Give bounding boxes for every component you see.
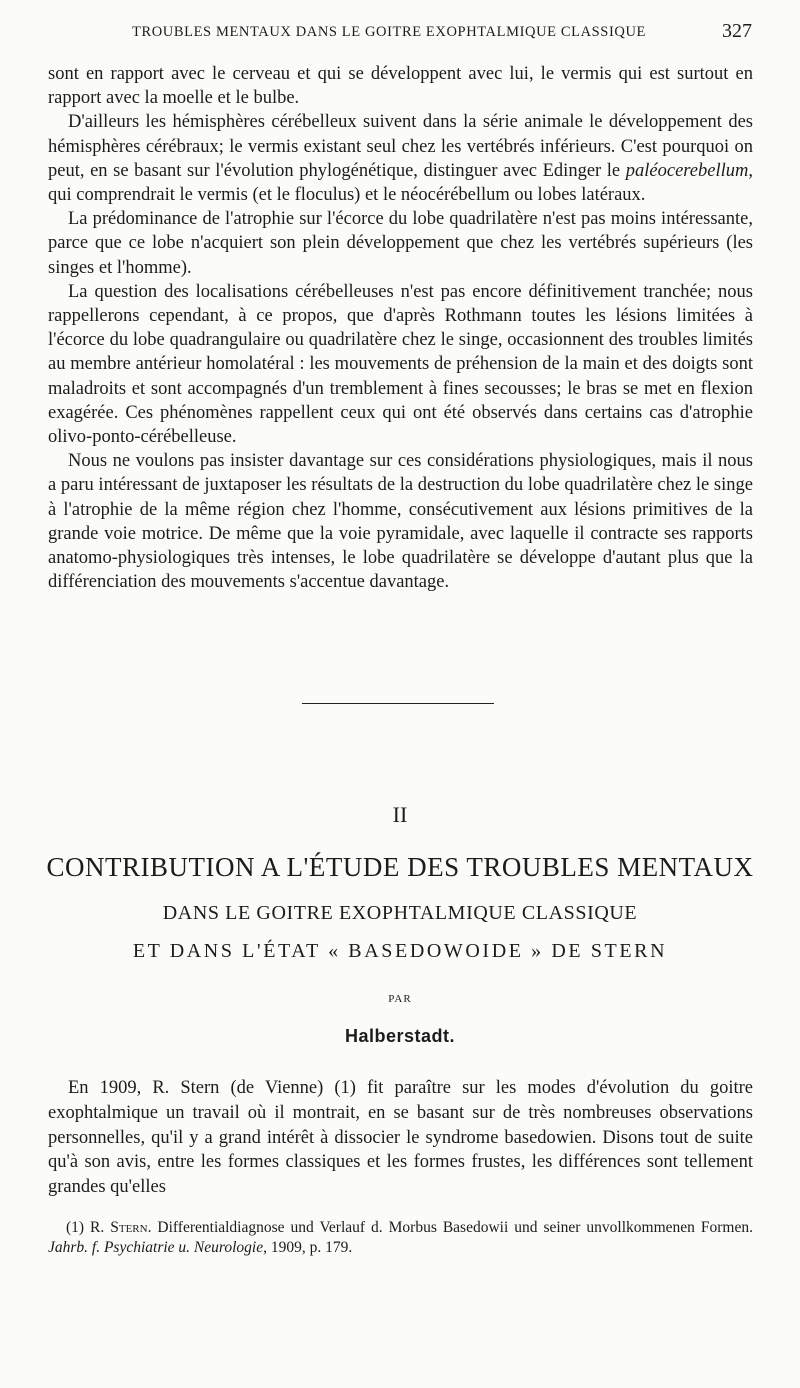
footnote-journal: Jahrb. f. Psychiatrie u. Neurologie <box>48 1239 264 1256</box>
page-number: 327 <box>722 20 752 42</box>
footnote: (1) R. Stern. Differentialdiagnose und Verlauf d. Morbus Basedowii und seiner unvollkommenen Formen. Jahrb. f. Psychiatrie u. Neurologie, 1909, p. 179. <box>48 1219 753 1256</box>
paragraph: La prédominance de l'atrophie sur l'écorce du lobe quadrilatère n'est pas moins intéressante, parce que ce lobe n'acquiert son plein développement que chez les vertébrés supérieurs (les singes et l'homme). <box>48 209 753 278</box>
section-divider <box>302 703 494 704</box>
footnote-author: Stern <box>110 1219 148 1236</box>
intro-text <box>48 1076 753 1200</box>
section-title-line-2: DANS LE GOITRE EXOPHTALMIQUE CLASSIQUE <box>162 902 638 924</box>
author-name: Halberstadt. <box>344 1026 456 1046</box>
running-head: TROUBLES MENTAUX DANS LE GOITRE EXOPHTALMIQUE CLASSIQUE <box>132 24 646 40</box>
byline-par: PAR <box>388 993 412 1005</box>
italic-term: paléocerebellum <box>625 160 749 181</box>
body-text <box>48 62 753 594</box>
paragraph: Nous ne voulons pas insister davantage sur ces considérations physiologiques, mais il nous a paru intéressant de juxtaposer les résultats de la destruction du lobe quadrilatère chez le singe à l'atrophie de la même région chez l'homme, consécutivement aux lésions primitives de la grande voie motrice. De même que la voie pyramidale, avec laquelle il contracte ses rapports anatomo-physiologiques très intenses, le lobe quadrilatère se développe d'autant plus que la différenciation des mouvements s'accentue davantage. <box>48 451 753 593</box>
section-title-line-1: CONTRIBUTION A L'ÉTUDE DES TROUBLES MENTAUX <box>46 852 754 882</box>
section-number: II <box>392 802 408 827</box>
paragraph: D'ailleurs les hémisphères cérébelleux suivent dans la série animale le développement des hémisphères cérébraux; le vermis existant seul chez les vertébrés inférieurs. C'est pourquoi on peut, en se basant sur l'évolution phylogénétique, distinguer avec Edinger le paléocerebellum, qui comprendrait le vermis (et le floculus) et le néocérébellum ou lobes latéraux. <box>48 112 753 206</box>
section-title-line-3: ET DANS L'ÉTAT « BASEDOWOIDE » DE STERN <box>132 940 668 962</box>
paragraph: La question des localisations cérébelleuses n'est pas encore définitivement tranchée; nous rappellerons cependant, à ce propos, que d'après Rothmann toutes les lésions limitées à l'écorce du lobe quadrangulaire ou quadrilatère chez le singe, occasionnent des troubles limités au membre antérieur homolatéral : les mouvements de préhension de la main et des doigts sont maladroits et sont accompagnés d'un tremblement à fines secousses; le bras se met en flexion exagérée. Ces phénomènes rappellent ceux qui ont été observés dans certains cas d'atrophie olivo-ponto-cérébelleuse. <box>48 281 753 448</box>
paragraph: En 1909, R. Stern (de Vienne) (1) fit paraître sur les modes d'évolution du goitre exophtalmique un travail où il montrait, en se basant sur de très nombreuses observations personnelles, qu'il y a grand intérêt à dissocier le syndrome basedowien. Disons tout de suite qu'à son avis, entre les formes classiques et les formes frustes, les différences sont tellement grandes qu'elles <box>48 1078 753 1198</box>
paragraph: sont en rapport avec le cerveau et qui se développent avec lui, le vermis qui est surtout en rapport avec la moelle et le bulbe. <box>48 64 753 109</box>
